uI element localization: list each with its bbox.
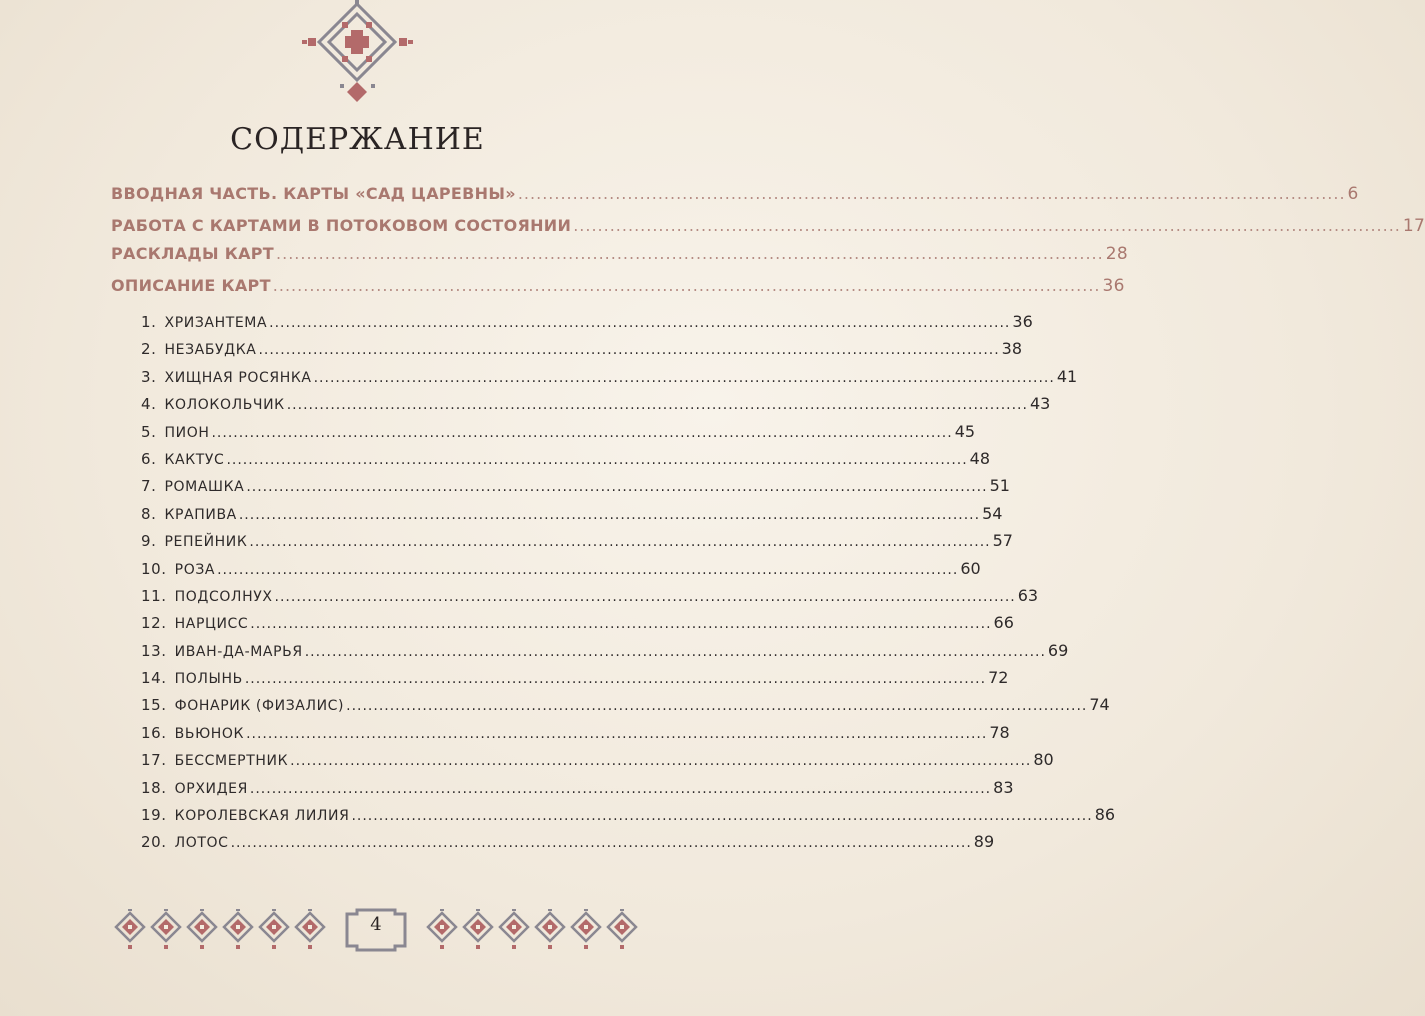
leader-dots: ........................................................................................................................................ <box>573 216 1401 235</box>
card-label: ПОЛЫНЬ <box>174 671 243 688</box>
toc-card-entry[interactable] <box>111 832 995 859</box>
card-number: 7. <box>141 477 157 496</box>
toc-entry-page: 6 <box>1347 184 1359 204</box>
card-page: 74 <box>1089 695 1110 715</box>
toc-main-entry[interactable] <box>111 184 1359 212</box>
leader-dots: ........................................................................................................................................ <box>351 808 1093 825</box>
toc-card-entry[interactable] <box>111 750 1054 777</box>
card-number: 11. <box>141 586 167 605</box>
toc-card-entry[interactable] <box>111 585 1039 613</box>
card-label: НЕЗАБУДКА <box>164 342 257 359</box>
card-page: 66 <box>993 613 1014 633</box>
card-number: 3. <box>141 367 157 386</box>
embroidery-border-pattern-right <box>424 903 642 953</box>
card-page: 86 <box>1094 805 1116 825</box>
leader-dots: ........................................................................................................................................ <box>290 753 1032 770</box>
toc-card-entry[interactable] <box>111 695 1110 722</box>
leader-dots: ........................................................................................................................................ <box>250 616 992 633</box>
card-number: 1. <box>141 313 157 331</box>
table-of-contents <box>111 184 1425 860</box>
toc-card-entry[interactable] <box>111 613 1014 640</box>
embroidery-border-pattern-left <box>112 903 330 953</box>
leader-dots: ........................................................................................................................................ <box>230 835 972 852</box>
card-label: РОЗА <box>174 561 216 578</box>
toc-main-entry[interactable] <box>111 244 1128 272</box>
card-page: 63 <box>1017 585 1039 605</box>
toc-entry-page: 17 <box>1402 216 1425 236</box>
card-page: 80 <box>1033 750 1054 770</box>
leader-dots: ........................................................................................................................................ <box>246 725 988 742</box>
leader-dots: ........................................................................................................................................ <box>217 561 959 578</box>
toc-entry-label: ОПИСАНИЕ КАРТ <box>111 276 271 295</box>
toc-entry-label: РАСКЛАДЫ КАРТ <box>111 244 275 263</box>
leader-dots: ........................................................................................................................................ <box>226 451 968 468</box>
leader-dots: ........................................................................................................................................ <box>211 424 953 441</box>
card-page: 45 <box>954 421 976 441</box>
card-number: 4. <box>141 395 157 414</box>
card-label: ВЬЮНОК <box>174 725 245 742</box>
card-label: КОРОЛЕВСКАЯ ЛИЛИЯ <box>174 808 350 825</box>
leader-dots: ........................................................................................................................................ <box>274 588 1016 605</box>
card-page: 36 <box>1012 312 1033 331</box>
card-page: 57 <box>992 531 1013 551</box>
card-number: 14. <box>141 669 167 688</box>
card-page: 72 <box>988 668 1009 688</box>
card-label: ХИЩНАЯ РОСЯНКА <box>164 369 312 386</box>
toc-card-entry[interactable] <box>111 476 1010 503</box>
card-page: 60 <box>960 558 981 578</box>
leader-dots: ........................................................................................................................................ <box>269 315 1011 331</box>
card-number: 20. <box>141 833 167 852</box>
toc-card-entry[interactable] <box>111 448 991 476</box>
toc-card-entry[interactable] <box>111 805 1116 832</box>
card-page: 89 <box>973 832 995 852</box>
leader-dots: ........................................................................................................................................ <box>238 506 981 523</box>
leader-dots: ........................................................................................................................................ <box>276 244 1104 263</box>
toc-card-entry[interactable] <box>111 640 1069 668</box>
leader-dots: ........................................................................................................................................ <box>272 276 1101 295</box>
card-number: 8. <box>141 504 157 523</box>
toc-entry-label: РАБОТА С КАРТАМИ В ПОТОКОВОМ СОСТОЯНИИ <box>111 216 572 235</box>
leader-dots: ........................................................................................................................................ <box>286 397 1028 414</box>
card-label: КАКТУС <box>164 451 225 468</box>
card-number: 2. <box>141 340 157 359</box>
toc-card-entry[interactable] <box>111 558 981 586</box>
card-number: 19. <box>141 806 167 825</box>
card-label: БЕССМЕРТНИК <box>174 753 289 770</box>
toc-card-entry[interactable] <box>111 339 1023 366</box>
card-page: 78 <box>989 722 1010 742</box>
card-label: КОЛОКОЛЬЧИК <box>164 397 285 414</box>
toc-entry-label: ВВОДНАЯ ЧАСТЬ. КАРТЫ «САД ЦАРЕВНЫ» <box>111 184 516 203</box>
leader-dots: ........................................................................................................................................ <box>246 479 988 496</box>
page-title: СОДЕРЖАНИЕ <box>230 122 485 157</box>
card-number: 17. <box>141 751 167 770</box>
leader-dots: ........................................................................................................................................ <box>346 698 1088 715</box>
card-label: РОМАШКА <box>164 479 245 496</box>
toc-card-entry[interactable] <box>111 503 1003 531</box>
card-page: 38 <box>1001 339 1023 359</box>
embroidery-ornament-icon <box>300 0 415 104</box>
card-label: ФОНАРИК (ФИЗАЛИС) <box>174 698 345 715</box>
card-page: 69 <box>1047 640 1069 660</box>
card-page: 54 <box>982 503 1003 523</box>
card-label: ПИОН <box>164 424 210 441</box>
card-label: ИВАН-ДА-МАРЬЯ <box>174 643 303 660</box>
card-number: 5. <box>141 422 157 441</box>
card-page: 48 <box>969 448 991 468</box>
leader-dots: ........................................................................................................................................ <box>249 780 992 797</box>
card-list <box>111 312 1116 860</box>
card-page: 43 <box>1029 394 1051 414</box>
toc-card-entry[interactable] <box>111 312 1033 339</box>
card-label: ХРИЗАНТЕМА <box>164 315 268 331</box>
card-number: 16. <box>141 723 167 742</box>
toc-card-entry[interactable] <box>111 668 1009 695</box>
leader-dots: ........................................................................................................................................ <box>244 671 987 688</box>
toc-card-entry[interactable] <box>111 366 1078 394</box>
card-number: 15. <box>141 696 167 715</box>
card-label: ОРХИДЕЯ <box>174 780 248 797</box>
leader-dots: ........................................................................................................................................ <box>249 534 991 551</box>
card-label: РЕПЕЙНИК <box>164 534 248 551</box>
leader-dots: ........................................................................................................................................ <box>313 369 1055 386</box>
card-label: КРАПИВА <box>164 506 237 523</box>
card-number: 13. <box>141 641 167 660</box>
page-number: 4 <box>370 914 382 935</box>
card-number: 9. <box>141 532 157 551</box>
toc-card-entry[interactable] <box>111 421 976 449</box>
card-page: 51 <box>989 476 1010 496</box>
leader-dots: ........................................................................................................................................ <box>517 184 1346 203</box>
card-label: НАРЦИСС <box>174 616 249 633</box>
card-label: ЛОТОС <box>174 835 229 852</box>
toc-main-entry[interactable] <box>111 276 1125 304</box>
card-number: 12. <box>141 614 167 633</box>
card-number: 18. <box>141 778 167 797</box>
toc-card-entry[interactable] <box>111 777 1014 805</box>
card-page: 41 <box>1056 366 1078 386</box>
toc-entry-page: 28 <box>1105 244 1128 264</box>
toc-card-entry[interactable] <box>111 722 1010 750</box>
toc-main-entry[interactable] <box>111 216 1425 244</box>
toc-entry-page: 36 <box>1102 276 1125 296</box>
leader-dots: ........................................................................................................................................ <box>304 643 1046 660</box>
card-page: 83 <box>993 777 1014 797</box>
card-label: ПОДСОЛНУХ <box>174 588 273 605</box>
leader-dots: ........................................................................................................................................ <box>258 342 1000 359</box>
toc-card-entry[interactable] <box>111 531 1013 558</box>
toc-card-entry[interactable] <box>111 394 1051 421</box>
card-number: 10. <box>141 559 167 578</box>
card-number: 6. <box>141 449 157 468</box>
